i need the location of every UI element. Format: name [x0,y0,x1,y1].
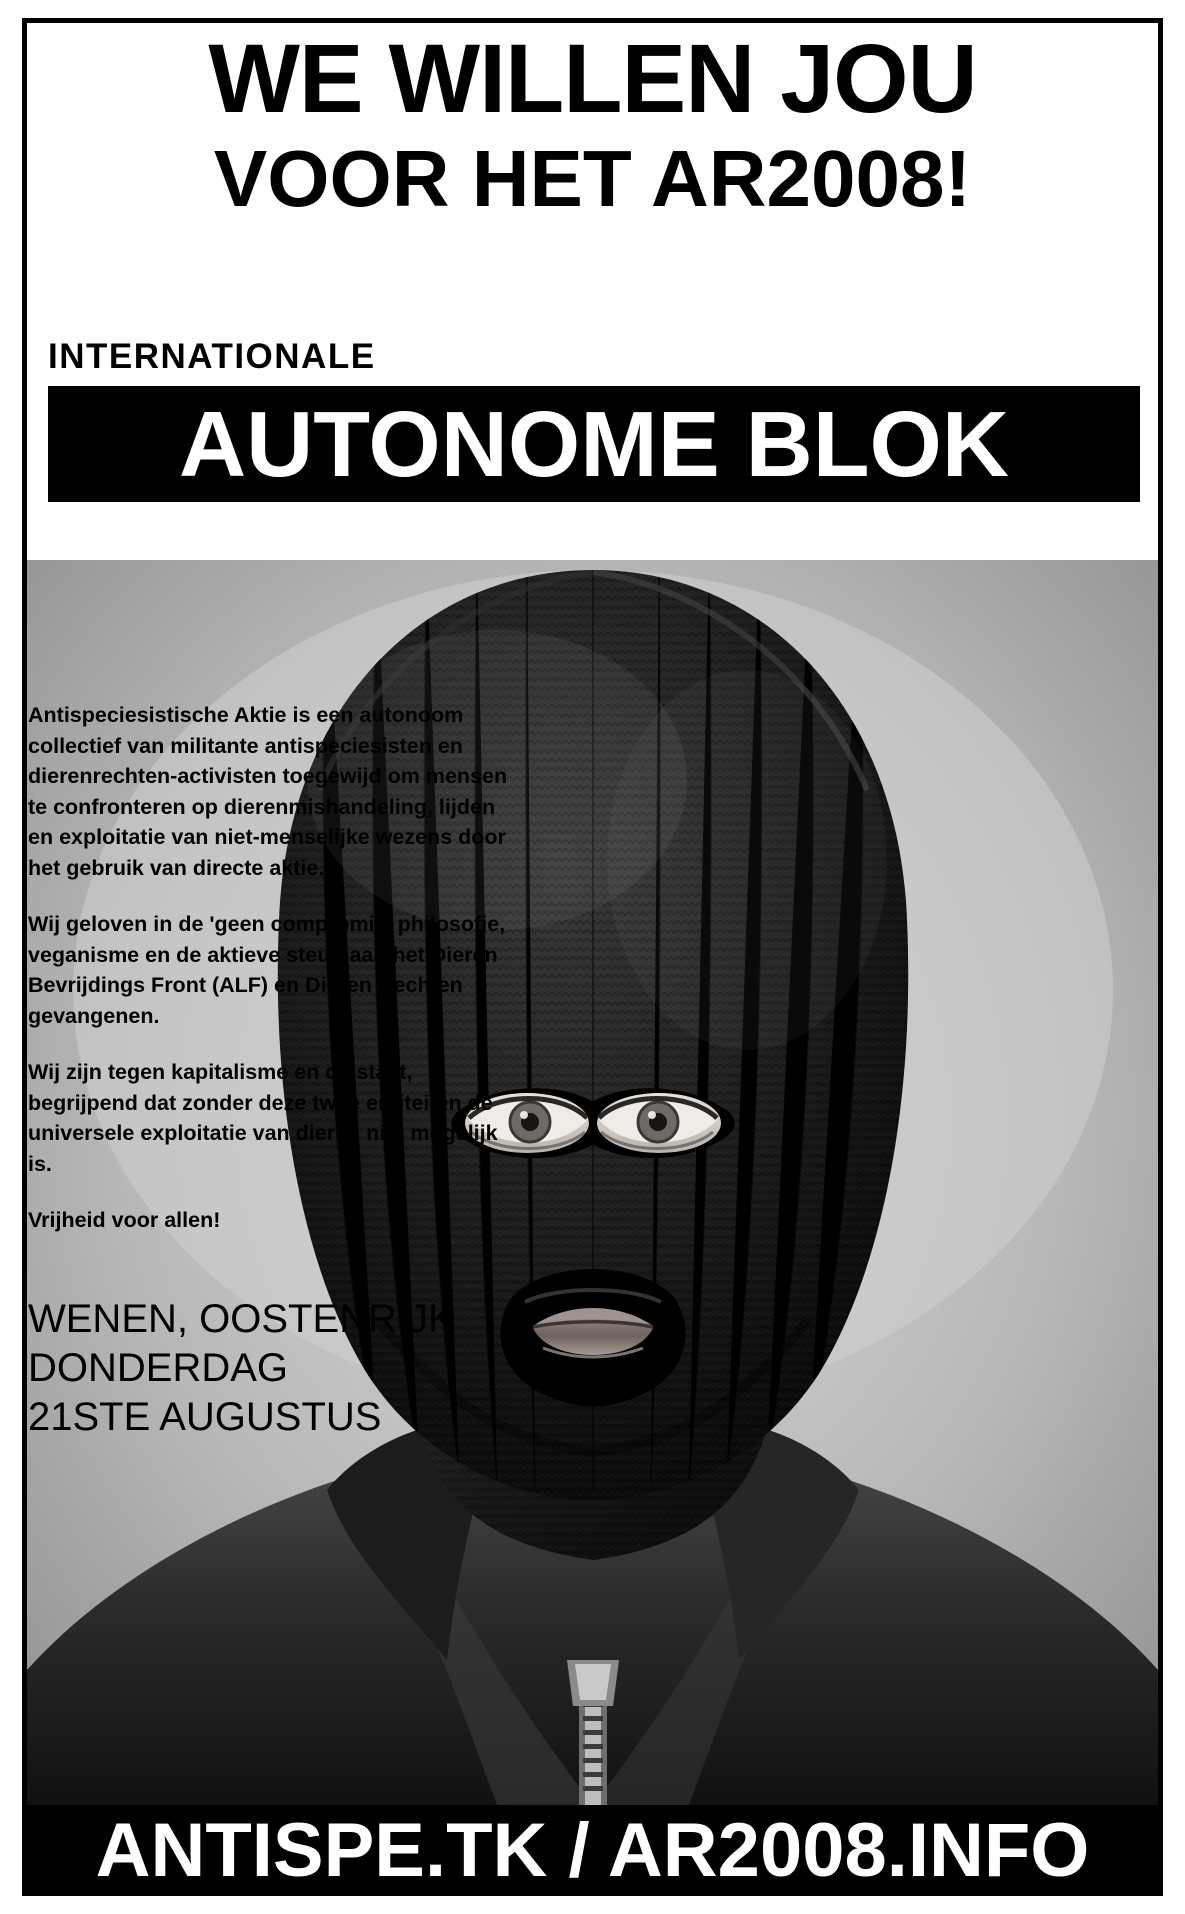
body-paragraph-4: Vrijheid voor allen! [28,1208,221,1233]
footer-url-bar [27,1805,1158,1896]
body-paragraph-1: Antispeciesistische Aktie is een autonoom collectief van militante antispeciesisten en dierenrechten-activisten toegewijd om mensen te confronteren op dierenmishandeling, lijden en exploitatie van niet-menselijke wezens door het gebruik van directe aktie. [28,703,508,880]
headline-block [40,24,1145,223]
subtitle-label: INTERNATIONALE [48,337,376,376]
body-copy [28,700,508,1236]
body-paragraph-3: Wij zijn tegen kapitalisme en de staat, begrijpend dat zonder deze twee entiteiten de universele exploitatie van dieren niet mogelijk is. [28,1060,498,1176]
event-day: DONDERDAG [28,1345,289,1390]
event-location: WENEN, OOSTENRIJK [28,1297,455,1341]
headline-line-2: VOOR HET AR2008! [213,134,972,223]
event-date: 21STE AUGUSTUS [28,1394,382,1439]
body-paragraph-2: Wij geloven in de 'geen compromis' philosofie, veganisme en de aktieve steun aan het Dieren Bevrijdings Front (ALF) en Dieren Rechten gevangenen. [28,912,506,1028]
footer-url-text: ANTISPE.TK / AR2008.INFO [95,1807,1090,1893]
banner-text: AUTONOME BLOK [178,391,1010,496]
headline-line-1: WE WILLEN JOU [208,24,977,133]
event-details [28,1295,548,1441]
autonome-blok-banner [48,386,1140,502]
